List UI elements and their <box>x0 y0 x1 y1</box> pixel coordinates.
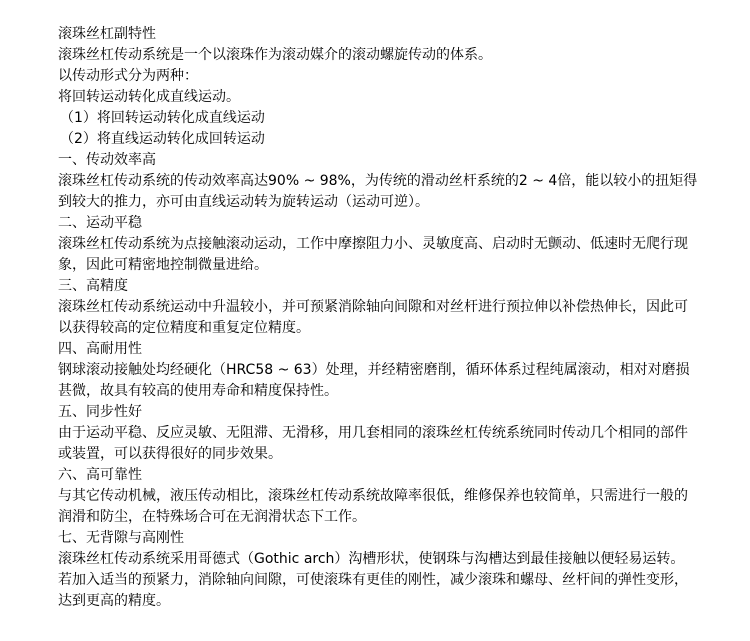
document-body <box>58 24 698 612</box>
section-body-synchronization: 由于运动平稳、反应灵敏、无阻滞、无滑移，用几套相同的滚珠丝杠传统系统同时传动几个相同的部件或装置，可以获得很好的同步效果。 <box>58 425 688 462</box>
form-item-2: （2）将直线运动转化成回转运动 <box>60 131 265 147</box>
section-heading-reliability: 六、高可靠性 <box>58 467 142 483</box>
section-body-rigidity: 滚珠丝杠传动系统采用哥德式（Gothic arch）沟槽形状，使钢珠与沟槽达到最佳接触以便轻易运转。若加入适当的预紧力，消除轴向间隙，可使滚珠有更佳的刚性，减少滚珠和螺母、丝杆间的弹性变形，达到更高的精度。 <box>58 551 688 609</box>
section-body-precision: 滚珠丝杠传动系统运动中升温较小，并可预紧消除轴向间隙和对丝杆进行预拉伸以补偿热伸长，因此可以获得较高的定位精度和重复定位精度。 <box>58 299 688 336</box>
form-item-1: （1）将回转运动转化成直线运动 <box>60 110 265 126</box>
section-heading-synchronization: 五、同步性好 <box>58 404 142 420</box>
section-body-durability: 钢球滚动接触处均经硬化（HRC58 ~ 63）处理，并经精密磨削，循环体系过程纯属滚动，相对对磨损甚微，故具有较高的使用寿命和精度保持性。 <box>58 362 690 399</box>
section-heading-precision: 三、高精度 <box>58 278 128 294</box>
section-heading-rigidity: 七、无背隙与高刚性 <box>58 530 184 546</box>
section-body-reliability: 与其它传动机械，液压传动相比，滚珠丝杠传动系统故障率很低，维修保养也较简单，只需进行一般的润滑和防尘，在特殊场合可在无润滑状态下工作。 <box>58 488 688 525</box>
forms-line: 将回转运动转化成直线运动。 <box>58 89 240 105</box>
intro-paragraph: 滚珠丝杠传动系统是一个以滚珠作为滚动媒介的滚动螺旋传动的体系。 <box>58 47 492 63</box>
forms-intro: 以传动形式分为两种： <box>58 68 198 84</box>
section-heading-efficiency: 一、传动效率高 <box>58 152 156 168</box>
section-heading-durability: 四、高耐用性 <box>58 341 142 357</box>
document-title: 滚珠丝杠副特性 <box>58 26 156 42</box>
section-heading-smooth-motion: 二、运动平稳 <box>58 215 142 231</box>
section-body-smooth-motion: 滚珠丝杠传动系统为点接触滚动运动，工作中摩擦阻力小、灵敏度高、启动时无颤动、低速时无爬行现象，因此可精密地控制微量进给。 <box>58 236 688 273</box>
section-body-efficiency: 滚珠丝杠传动系统的传动效率高达90% ~ 98%，为传统的滑动丝杆系统的2 ~ 4倍，能以较小的扭矩得到较大的推力，亦可由直线运动转为旋转运动（运动可逆）。 <box>58 173 698 210</box>
